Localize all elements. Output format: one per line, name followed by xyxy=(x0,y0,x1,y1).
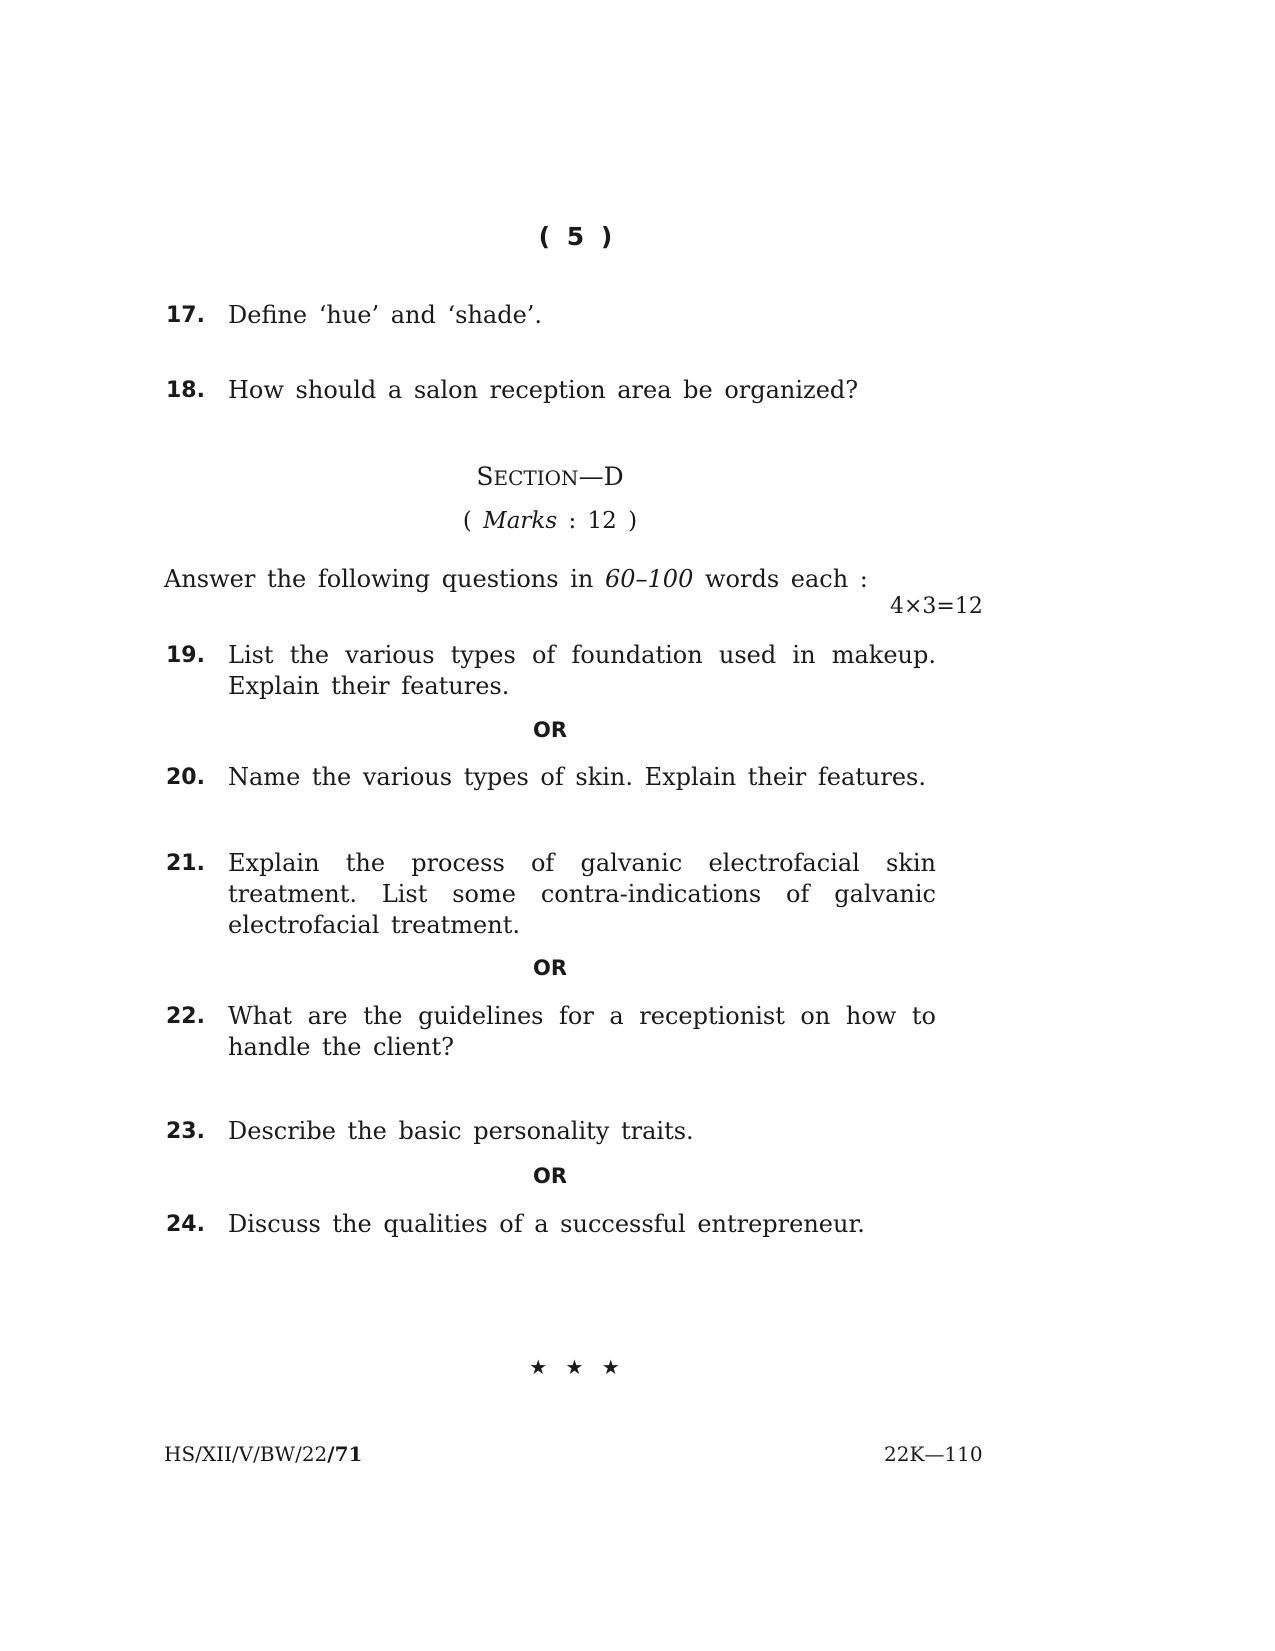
question-text: Define ‘hue’ and ‘shade’. xyxy=(228,301,543,329)
section-heading: SECTION—D xyxy=(476,462,624,491)
question-20 xyxy=(166,762,936,793)
question-number: 22. xyxy=(166,1004,205,1029)
or-separator: OR xyxy=(532,718,568,742)
or-separator: OR xyxy=(532,1164,568,1188)
section-marks: ( Marks : 12 ) xyxy=(462,508,638,534)
question-number: 18. xyxy=(166,378,205,403)
question-number: 19. xyxy=(166,643,205,668)
question-number: 24. xyxy=(166,1212,205,1237)
question-text: List the various types of foundation used in makeup. Explain their features. xyxy=(228,641,936,700)
question-number: 23. xyxy=(166,1119,205,1144)
question-21 xyxy=(166,848,936,941)
marks-distribution: 4×3=12 xyxy=(890,594,983,619)
question-text: Name the various types of skin. Explain their features. xyxy=(228,763,926,791)
question-19 xyxy=(166,640,936,702)
footer-code: HS/XII/V/BW/22/71 xyxy=(164,1442,363,1466)
footer-print-code: 22K—110 xyxy=(884,1442,983,1466)
question-number: 17. xyxy=(166,303,205,328)
question-24 xyxy=(166,1209,936,1240)
question-text: Discuss the qualities of a successful entrepreneur. xyxy=(228,1210,865,1238)
page-number: ( 5 ) xyxy=(538,222,617,251)
question-22 xyxy=(166,1001,936,1063)
question-text: Describe the basic personality traits. xyxy=(228,1117,694,1145)
question-text: What are the guidelines for a receptionist on how to handle the client? xyxy=(228,1002,936,1061)
question-number: 21. xyxy=(166,851,205,876)
question-17 xyxy=(166,300,936,331)
instruction-text: Answer the following questions in 60–100 words each : xyxy=(164,565,868,593)
question-23 xyxy=(166,1116,936,1147)
end-marker: ★ ★ ★ xyxy=(529,1355,626,1379)
or-separator: OR xyxy=(532,956,568,980)
question-text: How should a salon reception area be organized? xyxy=(228,376,859,404)
question-18 xyxy=(166,375,936,406)
question-number: 20. xyxy=(166,765,205,790)
question-text: Explain the process of galvanic electrofacial skin treatment. List some contra-indications of galvanic electrofacial treatment. xyxy=(228,849,936,939)
